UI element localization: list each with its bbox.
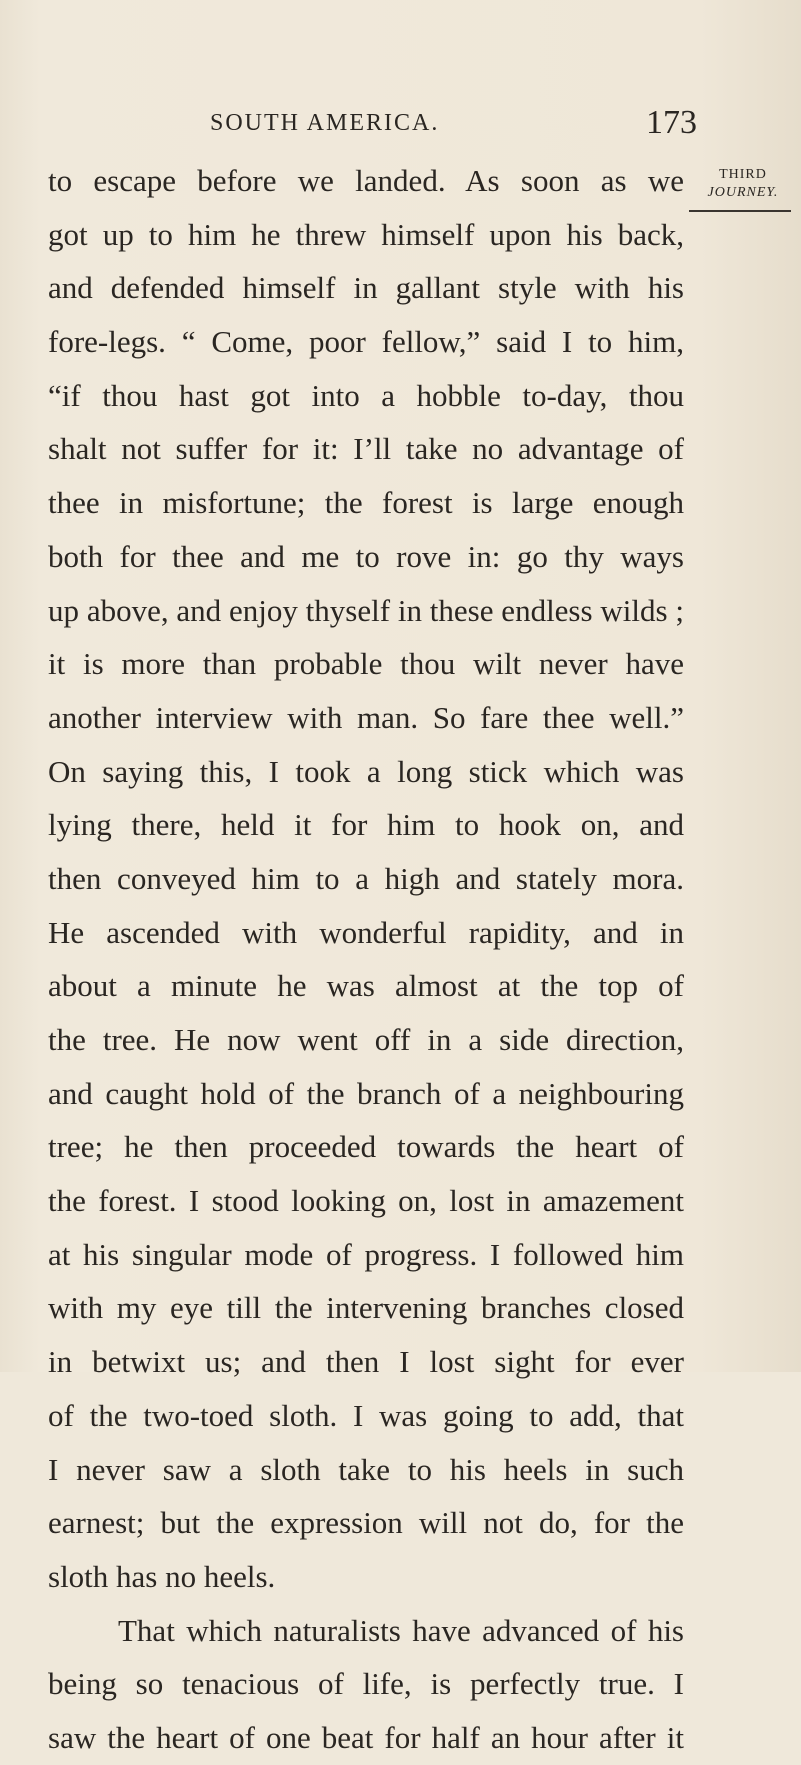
margin-rule	[689, 210, 791, 212]
text-line: with my eye till the intervening branches closed	[48, 1290, 684, 1326]
text-line: tree; he then proceeded towards the heart of	[48, 1129, 684, 1165]
body-text	[48, 154, 684, 1765]
text-line: and defended himself in gallant style with his	[48, 270, 684, 306]
text-line: both for thee and me to rove in: go thy ways	[48, 538, 684, 574]
text-line: sloth has no heels.	[48, 1558, 276, 1594]
text-line: thee in misfortune; the forest is large enough	[48, 485, 684, 521]
running-head: SOUTH AMERICA.	[210, 110, 440, 136]
text-line: another interview with man. So fare thee well.”	[48, 699, 684, 735]
text-line: earnest; but the expression will not do, for the	[48, 1505, 684, 1541]
text-line: of the two-toed sloth. I was going to add, that	[48, 1397, 684, 1433]
text-line: He ascended with wonderful rapidity, and in	[48, 914, 684, 950]
text-line: lying there, held it for him to hook on, and	[48, 807, 684, 843]
text-line: got up to him he threw himself upon his back,	[48, 216, 684, 252]
text-line: fore-legs. “ Come, poor fellow,” said I to him,	[48, 324, 684, 360]
margin-note-line1: THIRD	[719, 167, 767, 182]
text-line: it is more than probable thou wilt never have	[48, 646, 684, 682]
text-line: being so tenacious of life, is perfectly true. I	[48, 1666, 684, 1702]
text-line: in betwixt us; and then I lost sight for ever	[48, 1344, 684, 1380]
text-line: then conveyed him to a high and stately mora.	[48, 860, 684, 896]
text-line: shalt not suffer for it: I’ll take no advantage of	[48, 431, 684, 467]
text-line: up above, and enjoy thyself in these endless wilds ;	[48, 592, 684, 628]
margin-note-line2: JOURNEY.	[707, 185, 779, 200]
text-line: and caught hold of the branch of a neighbouring	[48, 1075, 684, 1111]
text-line: the tree. He now went off in a side direction,	[48, 1022, 684, 1057]
text-line: “if thou hast got into a hobble to-day, thou	[48, 377, 684, 413]
text-line: about a minute he was almost at the top of	[48, 968, 684, 1004]
text-line: the forest. I stood looking on, lost in amazement	[48, 1183, 684, 1219]
text-line: at his singular mode of progress. I followed him	[48, 1236, 684, 1272]
page-number: 173	[646, 104, 697, 141]
text-line: to escape before we landed. As soon as we	[48, 163, 684, 198]
text-line: I never saw a sloth take to his heels in such	[48, 1451, 684, 1487]
text-line: That which naturalists have advanced of his	[118, 1612, 684, 1648]
margin-note	[691, 166, 795, 202]
text-line: On saying this, I took a long stick which was	[48, 753, 684, 789]
text-line: saw the heart of one beat for half an hour after it	[48, 1719, 684, 1755]
